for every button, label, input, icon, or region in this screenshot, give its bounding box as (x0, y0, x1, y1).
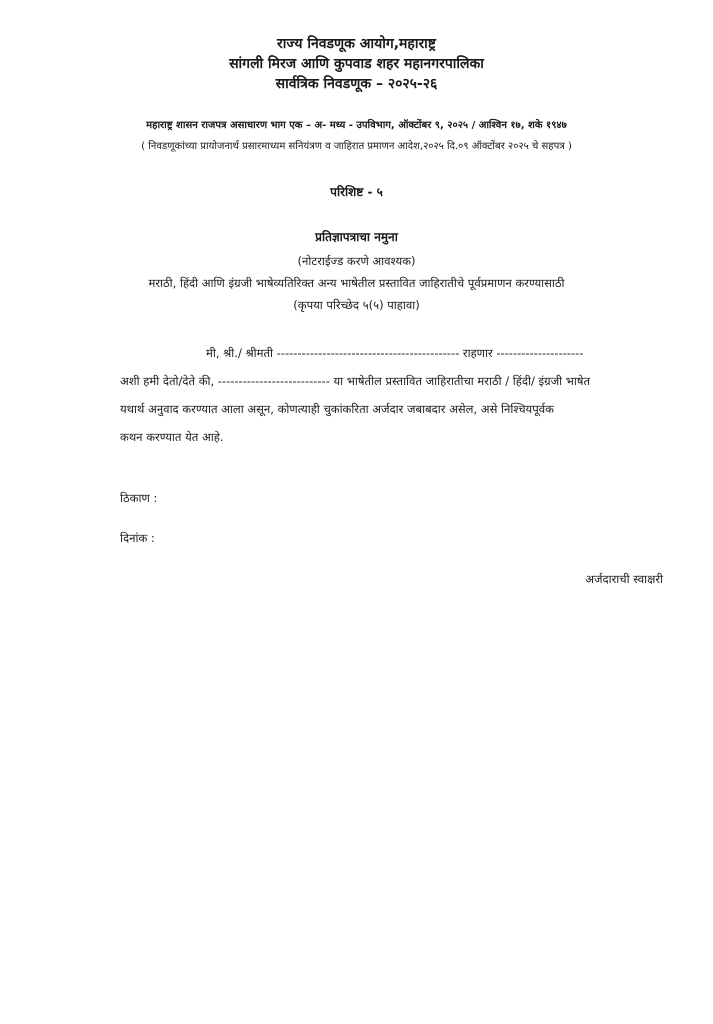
applicant-signature-label: अर्जदाराची स्वाक्षरी (585, 572, 663, 586)
affidavit-body (120, 339, 675, 451)
body-line-3: यथार्थ अनुवाद करण्यात आला असून, कोणत्याही चुकांकरिता अर्जदार जबाबदार असेल, असे निश्चियपूर्वक (120, 402, 554, 416)
form-title: प्रतिज्ञापत्राचा नमुना (315, 230, 398, 244)
paragraph-reference: (कृपया परिच्छेद ५(५) पाहावा) (293, 298, 420, 312)
commission-name: राज्य निवडणूक आयोग,महाराष्ट्र (277, 36, 436, 52)
body-line-2: अशी हमी देतो/देते की, --------------------------- या भाषेतील प्रस्तावित जाहिरातीचा मराठी / हिंदी/ इंग्रजी भाषेत (120, 374, 591, 388)
body-line-4: कथन करण्यात येत आहे. (120, 430, 224, 444)
annexure-note: ( निवडणूकांच्या प्रायोजनार्थ प्रसारमाध्यम सनियंत्रण व जाहिरात प्रमाणन आदेश,२०२५ दि.०९ ऑक्टोंबर २०२५ चे सहपत्र ) (141, 141, 572, 152)
notarized-note: (नोटराईज्ड करणे आवश्यक) (297, 254, 416, 268)
appendix-title: परिशिष्ट - ५ (330, 185, 383, 199)
gazette-reference: महाराष्ट्र शासन राजपत्र असाधारण भाग एक – अ- मध्य - उपविभाग, ऑक्टोंबर ९, २०२५ / आश्विन १७, शके १९४७ (146, 120, 567, 131)
document-header (0, 34, 713, 94)
date-field: दिनांक : (120, 531, 155, 545)
form-purpose: मराठी, हिंदी आणि इंग्रजी भाषेव्यतिरिक्त अन्य भाषेतील प्रस्तावित जाहिरातीचे पूर्वप्रमाणन करण्यासाठी (148, 276, 565, 290)
place-field: ठिकाण : (120, 491, 158, 505)
corporation-name: सांगली मिरज आणि कुपवाड शहर महानगरपालिका (229, 56, 484, 72)
election-title: सार्वत्रिक निवडणूक – २०२५-२६ (275, 76, 438, 92)
form-subtitle-block (0, 250, 713, 316)
body-line-1: मी, श्री./ श्रीमती -------------------------------------------- राहणार --------------------- (206, 346, 584, 360)
